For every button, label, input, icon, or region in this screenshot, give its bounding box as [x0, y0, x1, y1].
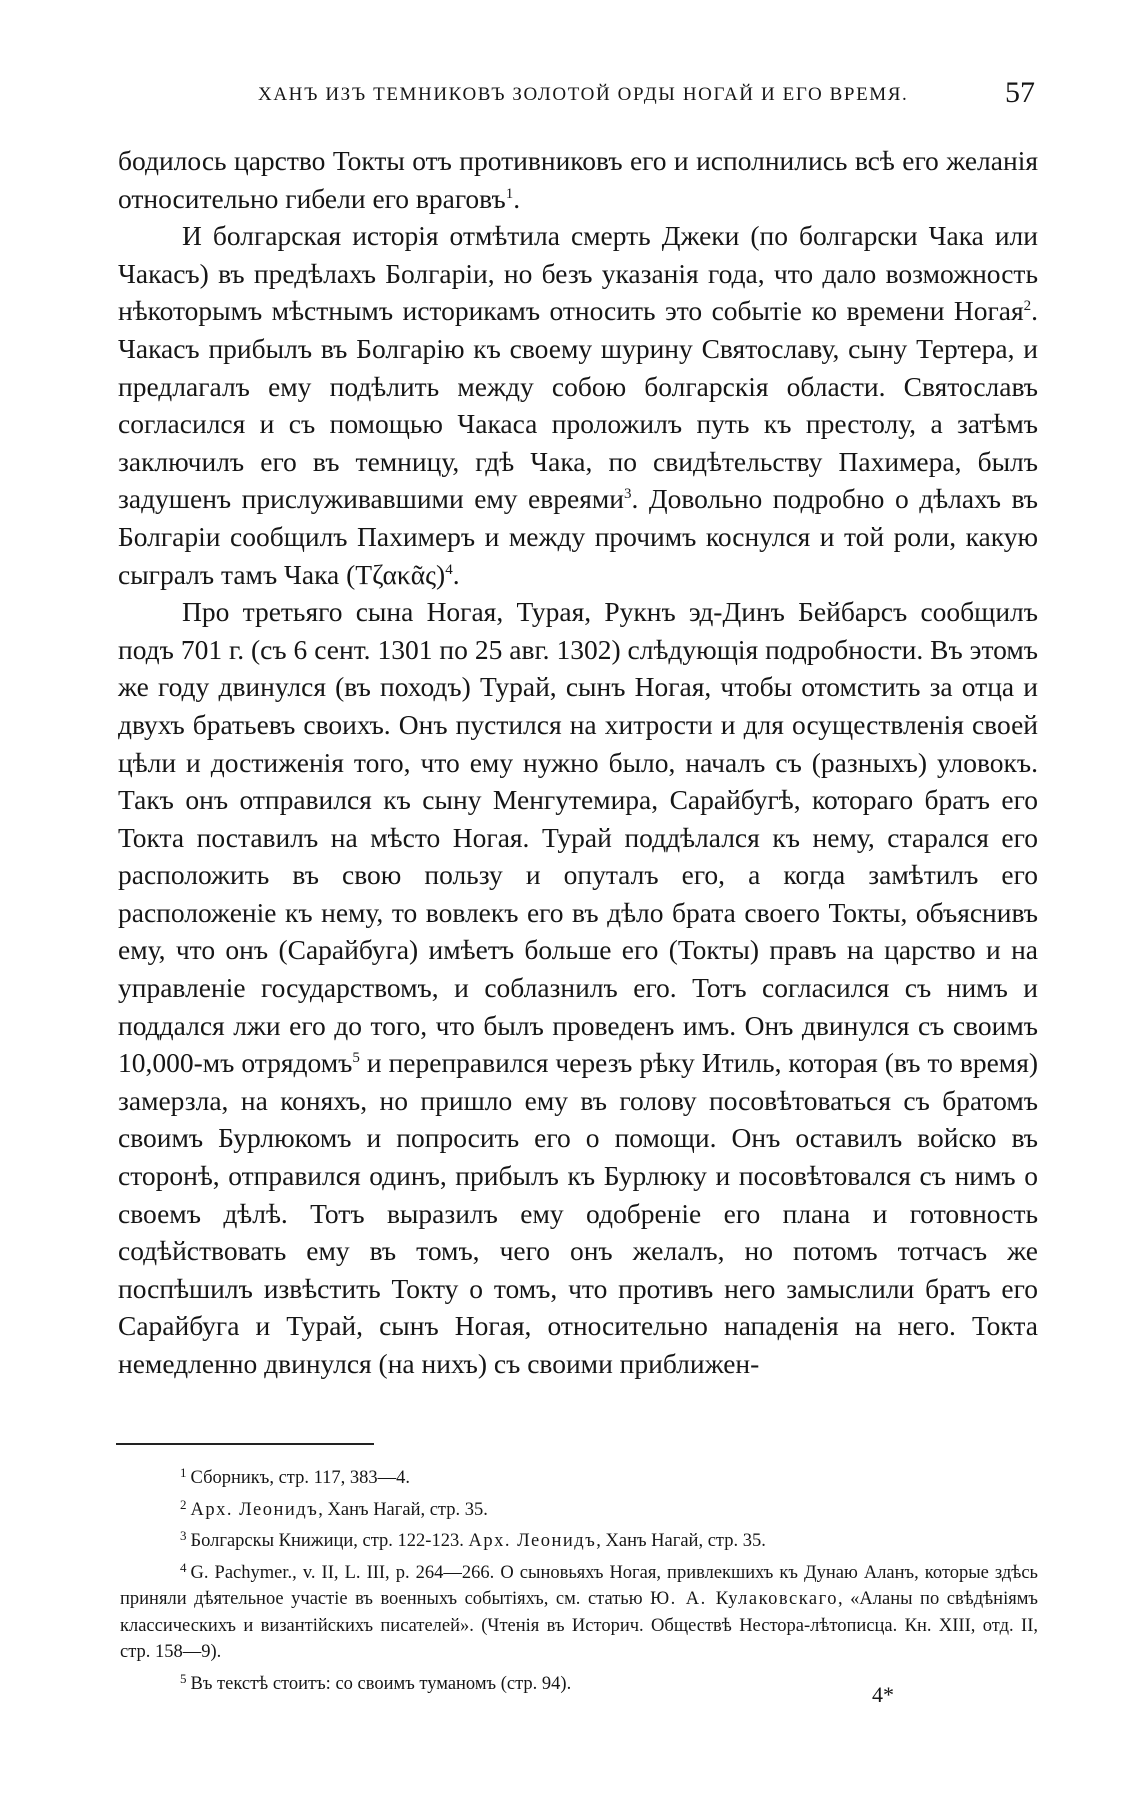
paragraph-1 — [118, 142, 1038, 217]
paragraph-3 — [118, 593, 1038, 1382]
footnote-ref-5[interactable]: 5 — [352, 1050, 360, 1067]
footnote-4-number: 4 — [180, 1559, 187, 1575]
footnote-separator — [116, 1443, 374, 1445]
paragraph-1-end: . — [513, 182, 521, 214]
footnote-3 — [120, 1523, 1038, 1555]
footnote-ref-4[interactable]: 4 — [445, 561, 453, 578]
paragraph-2-part-a: И болгарская исторія отмѣтила смерть Джеки (по болгарски Чака или Чакасъ) въ предѣлахъ Болгаріи, но безъ указанія года, что дало возможность нѣкоторымъ мѣстнымъ историкамъ относить это событіе ко времени Ногая — [118, 220, 1038, 327]
page-number: 57 — [1005, 76, 1035, 109]
printer-signature-mark: 4* — [872, 1682, 894, 1707]
footnote-1-number: 1 — [180, 1465, 187, 1480]
footnote-3-author: Арх. Леонидъ — [468, 1531, 597, 1551]
running-title: ХАНЪ ИЗЪ ТЕМНИКОВЪ ЗОЛОТОЙ ОРДЫ НОГАЙ И ЕГО ВРЕМЯ. — [258, 84, 909, 105]
footnote-2-number: 2 — [180, 1496, 187, 1512]
paragraph-3-part-a: Про третьяго сына Ногая, Турая, Рукнъ эд-Динъ Бейбарсъ сообщилъ подъ 701 г. (съ 6 сент. 1301 по 25 авг. 1302) слѣдующія подробности. Въ этомъ же году двинулся (въ походъ) Турай, сынъ Ногая, чтобы отомстить за отца и двухъ братьевъ своихъ. Онъ пустился на хитрости и для осуществленія своей цѣли и достиженія того, что ему нужно было, началъ съ (разныхъ) уловокъ. Такъ онъ отправился къ сыну Менгутемира, Сарайбугѣ, котораго братъ его Токта поставилъ на мѣсто Ногая. Турай поддѣлался къ нему, старался его расположить въ свою пользу и опуталъ его, а когда замѣтилъ его расположеніе къ нему, то вовлекъ его въ дѣло брата своего Токты, объяснивъ ему, что онъ (Сарайбуга) имѣетъ больше его (Токты) правъ на царство и на управленіе государствомъ, и соблазнилъ его. Тотъ согласился съ нимъ и поддался лжи его до того, что былъ проведенъ имъ. Онъ двинулся съ своимъ 10,000-мъ отрядомъ — [118, 596, 1038, 1079]
footnote-ref-2[interactable]: 2 — [1023, 298, 1032, 315]
footnote-2-text: , Ханъ Нагай, стр. 35. — [318, 1499, 488, 1520]
paragraph-2-part-c: . Довольно подробно о дѣлахъ въ Болгаріи сообщилъ Пахимеръ и между прочимъ коснулся и той роли, какую сыгралъ тамъ Чака (Τζακᾶς) — [118, 483, 1039, 590]
footnote-5-number: 5 — [180, 1670, 187, 1686]
footnote-4 — [120, 1555, 1038, 1666]
footnote-4-text: , «Аланы по свѣдѣніямъ классическихъ и византійскихъ писателей». (Чтенія въ Историч. Обществѣ Нестора-лѣтописца. Кн. XIII, отд. II, стр. 158—9). — [120, 1589, 1039, 1662]
main-text — [118, 142, 1038, 1383]
footnote-5-text: Въ текстѣ стоитъ: со своимъ туманомъ (стр. 94). — [190, 1673, 572, 1694]
paragraph-1-text: бодилось царство Токты отъ противниковъ его и исполнились всѣ его желанія относительно гибели его враговъ — [118, 145, 1038, 214]
footnote-2-author: Арх. Леонидъ — [190, 1499, 319, 1520]
footnote-4-pre: G. Pachymer., v. II, L. III, p. 264—266. О сыновьяхъ Ногая, привлекшихъ къ Дунаю Аланъ, которые здѣсь приняли дѣятельное участіе въ военныхъ событіяхъ, см. статью — [120, 1562, 1038, 1609]
footnote-4-author: Ю. А. Кулаковскаго — [650, 1589, 839, 1609]
footnote-ref-1[interactable]: 1 — [505, 185, 514, 202]
paragraph-2-part-b: . Чакасъ прибылъ въ Болгарію къ своему шурину Святославу, сыну Тертера, и предлагалъ ему подѣлить между собою болгарскія области. Святославъ согласился и съ помощью Чакаса проложилъ путь къ престолу, а затѣмъ заключилъ его въ темницу, гдѣ Чака, по свидѣтельству Пахимера, былъ задушенъ прислуживавшими ему евреями — [118, 295, 1038, 515]
footnotes — [120, 1460, 1038, 1697]
footnote-5 — [120, 1666, 1038, 1698]
footnote-3-text: , Ханъ Нагай, стр. 35. — [596, 1531, 766, 1551]
paragraph-2-part-d: . — [452, 558, 460, 590]
paragraph-3-part-b: и переправился черезъ рѣку Итиль, которая (въ то время) замерзла, на коняхъ, но пришло ему въ голову посовѣтоваться съ братомъ своимъ Бурлюкомъ и попросить его о помощи. Онъ оставилъ войско въ сторонѣ, отправился одинъ, прибылъ къ Бурлюку и посовѣтовался съ нимъ о своемъ дѣлѣ. Тотъ выразилъ ему одобреніе его плана и готовность содѣйствовать ему въ томъ, чего онъ желалъ, но потомъ тотчасъ же поспѣшилъ извѣстить Токту о томъ, что противъ него замыслили братъ его Сарайбуга и Турай, сынъ Ногая, относительно нападенія на него. Токта немедленно двинулся (на нихъ) съ своими приближен- — [118, 1047, 1038, 1379]
footnote-3-number: 3 — [180, 1528, 187, 1543]
footnote-1-text: Сборникъ, стр. 117, 383—4. — [190, 1468, 411, 1488]
paragraph-2 — [118, 217, 1038, 593]
footnote-1 — [120, 1460, 1038, 1492]
footnote-ref-3[interactable]: 3 — [623, 486, 632, 503]
footnote-2 — [120, 1492, 1038, 1524]
footnote-3-pre: Болгарскы Книжици, стр. 122-123. — [190, 1531, 469, 1551]
